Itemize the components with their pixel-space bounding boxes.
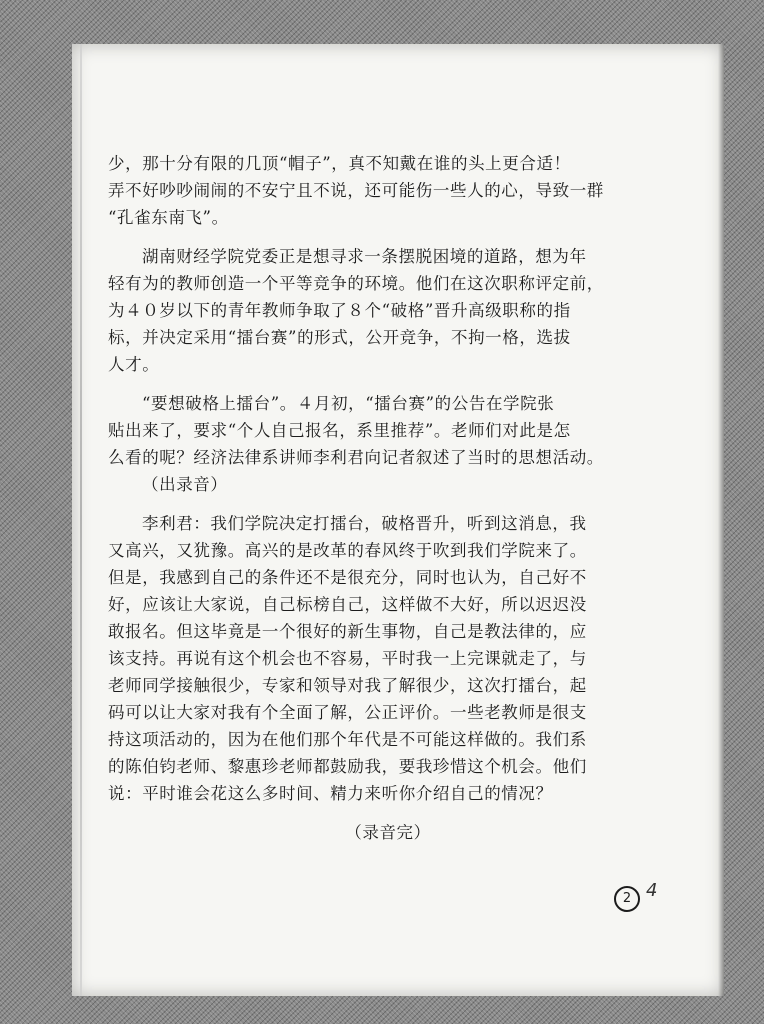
- text-line: 的陈伯钧老师、黎惠珍老师都鼓励我，要我珍惜这个机会。他们: [108, 757, 587, 776]
- text-line: 说：平时谁会花这么多时间、精力来听你介绍自己的情况？: [108, 784, 553, 803]
- text-line: 码可以让大家对我有个全面了解，公正评价。一些老教师是很支: [108, 703, 587, 722]
- document-page: [72, 44, 724, 996]
- text-line: 少，那十分有限的几顶“帽子”，真不知戴在谁的头上更合适！: [108, 154, 571, 173]
- text-line: 持这项活动的，因为在他们那个年代是不可能这样做的。我们系: [108, 730, 587, 749]
- page-fold-line: [80, 44, 82, 996]
- text-line: 但是，我感到自己的条件还不是很充分，同时也认为，自己好不: [108, 568, 587, 587]
- text-line: 标，并决定采用“擂台赛”的形式，公开竞争，不拘一格，选拔: [108, 328, 571, 347]
- handwritten-mark: 4: [646, 880, 658, 901]
- text-line: 又高兴，又犹豫。高兴的是改革的春风终于吹到我们学院来了。: [108, 541, 587, 560]
- paragraph-start-line: 李利君：我们学院决定打擂台，破格晋升，听到这消息，我: [142, 514, 587, 533]
- page-number: 2: [614, 886, 640, 912]
- text-line: 人才。: [108, 355, 160, 374]
- paragraph-start-line: 湖南财经学院党委正是想寻求一条摆脱困境的道路，想为年: [142, 247, 587, 266]
- text-line: 贴出来了，要求“个人自己报名，系里推荐”。老师们对此是怎: [108, 421, 571, 440]
- text-line: 老师同学接触很少，专家和领导对我了解很少，这次打擂台，起: [108, 676, 587, 695]
- text-line: 好，应该让大家说，自己标榜自己，这样做不大好，所以迟迟没: [108, 595, 587, 614]
- document-body: [108, 150, 668, 846]
- text-line: “孔雀东南飞”。: [108, 208, 229, 227]
- text-line: 轻有为的教师创造一个平等竞争的环境。他们在这次职称评定前，: [108, 274, 604, 293]
- text-line: 弄不好吵吵闹闹的不安宁且不说，还可能伤一些人的心，导致一群: [108, 181, 604, 200]
- text-line: 该支持。再说有这个机会也不容易，平时我一上完课就走了，与: [108, 649, 587, 668]
- paragraph-start-line: “要想破格上擂台”。４月初，“擂台赛”的公告在学院张: [142, 394, 555, 413]
- text-line: 么看的呢？经济法律系讲师李利君向记者叙述了当时的思想活动。: [108, 448, 604, 467]
- page-edge-shadow: [718, 44, 724, 996]
- recording-start-label: （出录音）: [142, 475, 228, 494]
- text-line: 为４０岁以下的青年教师争取了８个“破格”晋升高级职称的指: [108, 301, 571, 320]
- recording-end-label: （录音完）: [345, 823, 431, 842]
- text-line: 敢报名。但这毕竟是一个很好的新生事物，自己是教法律的，应: [108, 622, 587, 641]
